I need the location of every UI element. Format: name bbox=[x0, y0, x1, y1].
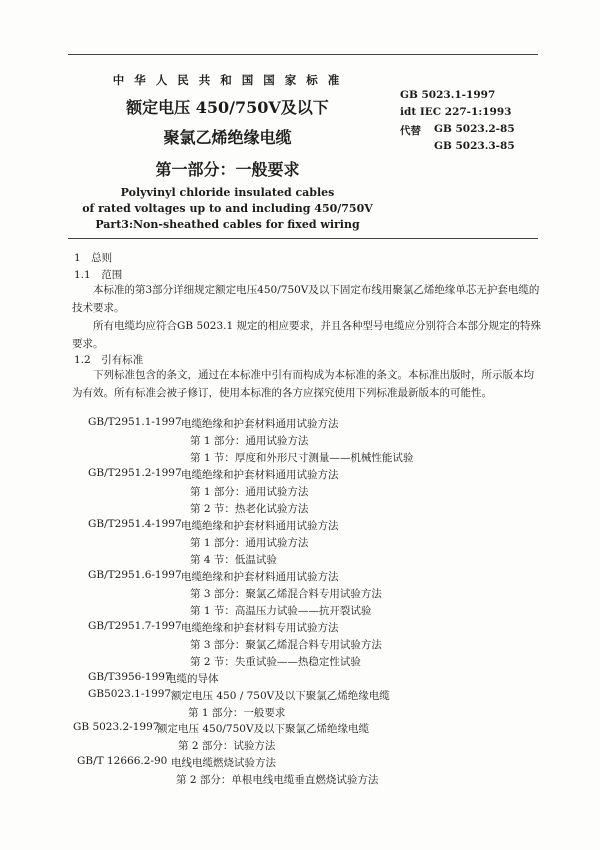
section-1-2-heading: 1.2 引有标准 bbox=[74, 354, 144, 366]
ref-7-part: 第 1 部分：一般要求 bbox=[188, 707, 286, 719]
ref-6-title: 电缆的导体 bbox=[166, 673, 219, 685]
ref-6-code: GB/T3956-1997 bbox=[88, 671, 172, 683]
title-cn-line3: 第一部分：一般要求 bbox=[155, 160, 300, 179]
ref-3-section: 第 4 节：低温试验 bbox=[190, 554, 277, 566]
title-divider bbox=[68, 238, 538, 239]
ref-5-code: GB/T2951.7-1997 bbox=[88, 620, 182, 632]
ref-2-title: 电缆绝缘和护套材料通用试验方法 bbox=[181, 469, 339, 481]
ref-4-section: 第 1 节：高温压力试验——抗开裂试验 bbox=[190, 605, 372, 617]
ref-4-title: 电缆绝缘和护套材料通用试验方法 bbox=[181, 571, 339, 583]
section-1-1-heading: 1.1 范围 bbox=[74, 269, 123, 281]
ref-1-code: GB/T2951.1-1997 bbox=[88, 416, 182, 428]
ref-9-part: 第 2 部分：单根电线电缆垂直燃烧试验方法 bbox=[176, 774, 379, 786]
scope-paragraph-1: 本标准的第3部分详细规定额定电压450/750V及以下固定布线用聚氯乙烯绝缘单芯无护套电缆的技术要求。 bbox=[72, 284, 540, 314]
idt-code: idt IEC 227-1:1993 bbox=[400, 106, 512, 118]
scope-paragraphs bbox=[72, 281, 542, 353]
ref-1-section: 第 1 节：厚度和外形尺寸测量——机械性能试验 bbox=[190, 452, 414, 464]
replace-code-2: GB 5023.3-85 bbox=[434, 140, 515, 152]
ref-5-title: 电缆绝缘和护套材料专用试验方法 bbox=[181, 622, 339, 634]
ref-8-part: 第 2 部分：试验方法 bbox=[178, 740, 276, 752]
top-rule bbox=[68, 54, 538, 55]
ref-4-code: GB/T2951.6-1997 bbox=[88, 569, 182, 581]
ref-9-code: GB/T 12666.2-90 bbox=[77, 755, 168, 767]
ref-3-part: 第 1 部分：通用试验方法 bbox=[190, 537, 309, 549]
ref-9-title: 电线电缆燃烧试验方法 bbox=[171, 757, 276, 769]
ref-5-section: 第 2 节：失重试验——热稳定性试验 bbox=[190, 656, 361, 668]
ref-4-part: 第 3 部分：聚氯乙烯混合料专用试验方法 bbox=[190, 588, 382, 600]
section-1-heading: 1 总则 bbox=[74, 252, 113, 264]
ref-2-part: 第 1 部分：通用试验方法 bbox=[190, 486, 309, 498]
ref-3-code: GB/T2951.4-1997 bbox=[88, 518, 182, 530]
ref-5-part: 第 3 部分：聚氯乙烯混合料专用试验方法 bbox=[190, 639, 382, 651]
ref-2-code: GB/T2951.2-1997 bbox=[88, 467, 182, 479]
ref-8-title: 额定电压 450/750V及以下聚氯乙烯绝缘电缆 bbox=[157, 723, 370, 735]
ref-7-code: GB5023.1-1997 bbox=[88, 688, 172, 700]
title-en-line3: Part3:Non-sheathed cables for fixed wiring bbox=[95, 218, 360, 231]
title-en-line2: of rated voltages up to and including 450/750V bbox=[82, 202, 373, 215]
references-intro bbox=[72, 366, 542, 402]
ref-8-code: GB 5023.2-1997 bbox=[73, 721, 160, 733]
title-cn-line2: 聚氯乙烯绝缘电缆 bbox=[163, 128, 292, 147]
ref-1-title: 电缆绝缘和护套材料通用试验方法 bbox=[181, 418, 339, 430]
national-standard-label: 中 华 人 民 共 和 国 国 家 标 准 bbox=[112, 73, 343, 87]
ref-7-title: 额定电压 450 / 750V及以下聚氯乙烯绝缘电缆 bbox=[171, 690, 390, 702]
ref-1-part: 第 1 部分：通用试验方法 bbox=[190, 435, 309, 447]
title-en-line1: Polyvinyl chloride insulated cables bbox=[120, 186, 335, 199]
scope-paragraph-2: 所有电缆均应符合GB 5023.1 规定的相应要求，并且各种型号电缆应分别符合本部分规定的特殊要求。 bbox=[72, 320, 542, 350]
title-cn-line1: 额定电压 450/750V及以下 bbox=[126, 98, 329, 117]
replace-label: 代替 bbox=[400, 125, 421, 137]
replace-code-1: GB 5023.2-85 bbox=[434, 123, 515, 135]
standard-code: GB 5023.1-1997 bbox=[400, 89, 496, 101]
ref-2-section: 第 2 节：热老化试验方法 bbox=[190, 503, 309, 515]
references-paragraph: 下列标准包含的条文，通过在本标准中引有而构成为本标准的条文。本标准出版时，所示版本均为有效。所有标准会被子修订，使用本标准的各方应探究使用下列标准最新版本的可能性。 bbox=[72, 369, 534, 399]
ref-3-title: 电缆绝缘和护套材料通用试验方法 bbox=[181, 520, 339, 532]
